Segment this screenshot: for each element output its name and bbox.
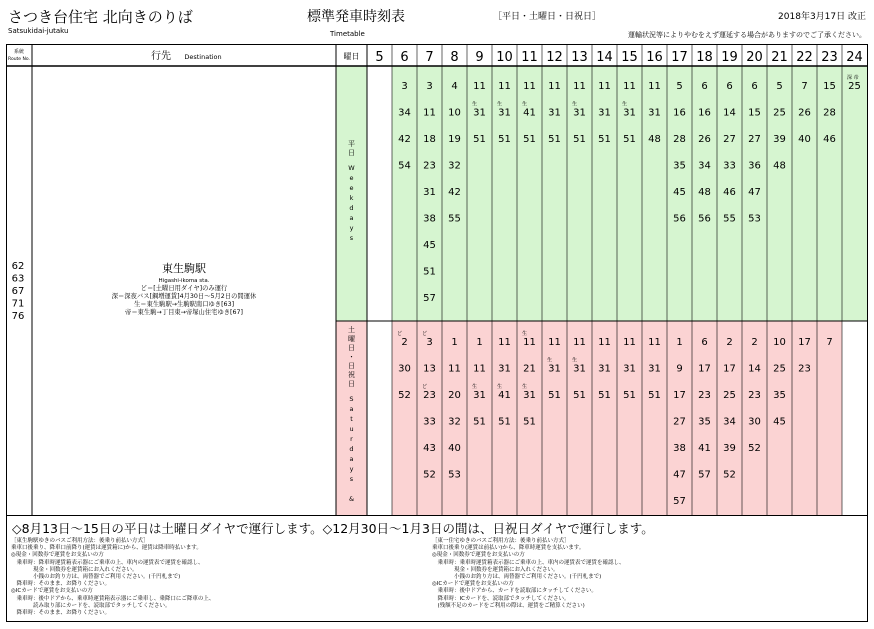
departure-minute: 52 — [423, 469, 436, 481]
hour-header: 7 — [425, 50, 434, 65]
holiday-cell-bg — [542, 321, 567, 516]
hour-header: 10 — [496, 50, 513, 65]
departure-minute: 11 — [573, 337, 586, 348]
departure-minute: 11 — [498, 81, 511, 92]
departure-minute: 51 — [473, 134, 486, 145]
departure-minute: 45 — [673, 187, 686, 198]
departure-minute: 51 — [548, 134, 561, 145]
departure-minute: 11 — [473, 81, 486, 92]
holiday-cell-bg — [642, 321, 667, 516]
departure-minute: 11 — [548, 81, 561, 92]
departure-minute: 28 — [673, 134, 686, 145]
departure-minute: 51 — [598, 390, 611, 401]
departure-minute: 27 — [748, 134, 761, 145]
departure-minute: 11 — [598, 337, 611, 348]
departure-minute: 31 — [573, 107, 586, 119]
departure-minute: 18 — [423, 134, 436, 145]
hour-header: 12 — [546, 50, 563, 65]
hour-header: 21 — [771, 50, 788, 65]
departure-minute: 34 — [723, 416, 736, 428]
departure-minute: 20 — [448, 390, 461, 401]
hour-header: 11 — [521, 50, 538, 65]
destination-name-en: Higashi-ikoma sta. — [158, 278, 210, 284]
holiday-label-char-en: y — [349, 465, 354, 473]
departure-minute: 51 — [548, 390, 561, 401]
holiday-cell-bg — [792, 321, 817, 516]
departure-mark: 生 — [472, 384, 478, 390]
departure-minute: 41 — [498, 390, 511, 401]
departure-minute: 39 — [723, 443, 736, 454]
departure-minute: 54 — [398, 160, 411, 172]
weekday-cell-bg — [492, 66, 517, 321]
destination-name: 東生駒駅 — [162, 262, 206, 275]
weekday-cell-bg — [467, 66, 492, 321]
weekday-label-char-en: e — [349, 174, 354, 182]
departure-minute: 26 — [798, 107, 811, 119]
weekday-label-char-en: d — [349, 204, 354, 212]
departure-mark: ど — [397, 331, 403, 337]
hour-header: 22 — [796, 50, 813, 65]
weekday-cell-bg — [392, 66, 417, 321]
departure-minute: 11 — [498, 337, 511, 348]
departure-minute: 31 — [423, 187, 436, 198]
hour-header: 20 — [746, 50, 763, 65]
weekday-label-char: 日 — [348, 149, 355, 157]
route-note: ど＝[土曜日用ダイヤ]のみ運行 — [140, 285, 228, 292]
departure-minute: 5 — [676, 81, 683, 92]
departure-minute: 51 — [423, 266, 436, 278]
weekday-label-char: 平 — [348, 140, 355, 148]
hour-header: 5 — [375, 50, 384, 65]
hour-header: 15 — [621, 50, 638, 65]
departure-minute: 33 — [423, 416, 436, 428]
route-note: 深＝深夜バス[鋼増運賃]4月30日～5月2日の間運休 — [111, 293, 257, 300]
fare-instructions-right: ［東一住宅ゆきのバスご利用方法：後乗り前払い方式］ 乗車口後乗り(運賃は前払い)から、降車時運賃を支払います。 ◎現金・回数券で運賃をお支払いの方 乗車時：乗車時運賃箱表示器にご乗車の上、車内の運賃表で運賃を確認し、 現金・回数券を運賃箱にお入れください。 小銭のお釣り方は、両替器でご利用ください。(千円札まで) ◎ICカードで運賃をお支払いの方 乗車時：後中ドアから、カードを読取部にタッチしてください。 降車時：ICカードを、読取部でタッチしてください。 (残額不足のカードをご利用の際は、運賃をご精算ください) — [432, 538, 625, 609]
departure-minute: 31 — [648, 363, 661, 375]
departure-minute: 17 — [673, 390, 686, 401]
hour-header: 18 — [696, 50, 713, 65]
holiday-cell-bg — [617, 321, 642, 516]
departure-minute: 21 — [523, 363, 536, 375]
departure-minute: 5 — [776, 81, 783, 92]
departure-minute: 11 — [548, 337, 561, 348]
weekday-label-char-en: e — [349, 184, 354, 192]
departure-minute: 41 — [523, 107, 536, 119]
hour-header: 17 — [671, 50, 688, 65]
weekday-label-char-en: y — [349, 224, 354, 232]
departure-minute: 51 — [573, 134, 586, 145]
departure-minute: 31 — [473, 390, 486, 401]
weekday-cell-bg — [567, 66, 592, 321]
stop-name-en: Satsukidai-jutaku — [8, 27, 69, 35]
holiday-label-char: 日 — [348, 344, 355, 352]
departure-minute: 42 — [448, 187, 461, 198]
holiday-label-char-en: s — [349, 475, 354, 483]
holiday-cell-bg — [592, 321, 617, 516]
departure-mark: 生 — [572, 101, 578, 108]
departure-minute: 55 — [723, 213, 736, 225]
destination-header-en: Destination — [184, 53, 222, 61]
weekday-label-char-en: W — [348, 164, 355, 172]
departure-minute: 17 — [698, 363, 711, 375]
holiday-cell-bg — [567, 321, 592, 516]
departure-minute: 28 — [823, 107, 836, 119]
departure-mark: 生 — [472, 101, 478, 108]
departure-minute: 41 — [698, 443, 711, 454]
departure-minute: 48 — [698, 187, 711, 198]
holiday-label-char: 祝 — [348, 371, 355, 379]
departure-minute: 11 — [648, 81, 661, 92]
holiday-label-char: ・ — [348, 353, 355, 361]
departure-mark: 生 — [622, 101, 628, 108]
departure-minute: 38 — [673, 443, 686, 454]
stop-name: さつき台住宅 北向きのりば — [8, 8, 193, 26]
departure-minute: 47 — [748, 187, 761, 198]
departure-minute: 31 — [598, 363, 611, 375]
departure-minute: 6 — [726, 81, 733, 92]
weekday-cell-bg — [817, 66, 842, 321]
hour-header: 9 — [475, 50, 484, 65]
departure-minute: 46 — [823, 134, 836, 145]
route-note: 帝＝東生駒→丁目東→帝塚山住宅ゆき[67] — [125, 309, 243, 316]
departure-minute: 35 — [773, 390, 786, 401]
route-number: 63 — [11, 273, 25, 285]
departure-minute: 10 — [773, 337, 786, 348]
departure-minute: 34 — [698, 160, 711, 172]
departure-minute: 11 — [473, 363, 486, 375]
departure-mark: 生 — [497, 384, 503, 390]
departure-minute: 31 — [498, 363, 511, 375]
departure-mark: 生 — [522, 331, 528, 337]
departure-minute: 26 — [698, 134, 711, 145]
departure-minute: 31 — [573, 363, 586, 375]
departure-minute: 13 — [423, 363, 436, 375]
hour-header: 14 — [596, 50, 613, 65]
hour-header: 24 — [846, 50, 863, 65]
footer-panel — [6, 516, 868, 622]
timetable-svg — [6, 44, 868, 516]
departure-minute: 19 — [448, 134, 461, 145]
departure-minute: 23 — [798, 363, 811, 375]
departure-minute: 11 — [623, 337, 636, 348]
departure-minute: 35 — [673, 160, 686, 172]
departure-minute: 25 — [723, 390, 736, 401]
route-number: 67 — [11, 286, 25, 297]
departure-minute: 31 — [498, 107, 511, 119]
departure-mark: 生 — [497, 101, 503, 108]
holiday-label-char-en: S — [349, 395, 354, 403]
weekday-cell-bg — [517, 66, 542, 321]
departure-minute: 2 — [401, 337, 408, 348]
departure-minute: 57 — [698, 469, 711, 481]
revision-date: 2018年3月17日 改正 — [778, 12, 866, 22]
weekday-cell-bg — [767, 66, 792, 321]
timetable-grid — [6, 44, 868, 516]
departure-minute: 34 — [398, 107, 411, 119]
weekday-cell-bg — [792, 66, 817, 321]
departure-minute: 40 — [448, 443, 461, 454]
departure-minute: 31 — [598, 107, 611, 119]
departure-mark: ど — [422, 384, 428, 390]
departure-minute: 7 — [801, 81, 808, 92]
departure-minute: 27 — [723, 134, 736, 145]
departure-minute: 15 — [748, 107, 761, 119]
departure-minute: 51 — [473, 416, 486, 428]
fare-instructions-left: ［東生駒駅ゆきのバスご利用方法：後乗り前払い方式］ 乗車口後乗り、降車口前降り(運賃は運賃箱に)から、運賃は降車時払います。 ◎現金・回数券で運賃をお支払いの方 乗車時：降車時運賃箱表示器にご乗車の上、車内の運賃表で運賃を確認し、 現金・回数券を運賃箱にお入れください。 小銭のお釣り方は、両替器でご利用ください。(千円札まで) 降車時：そのまま、お降りください。 ◎ICカードで運賃をお支払いの方 乗車時：後中ドアから、乗車時運賃箱表示器にご乗車し、乗降口にご降車の上、 読み取り部にカードを、読取部でタッチしてください。 降車時：そのまま、お降りください。 — [11, 538, 215, 617]
departure-minute: 57 — [673, 496, 686, 507]
departure-minute: 45 — [773, 416, 786, 428]
departure-minute: 1 — [676, 337, 683, 348]
departure-minute: 57 — [423, 293, 436, 304]
departure-minute: 31 — [473, 107, 486, 119]
departure-minute: 31 — [648, 107, 661, 119]
departure-minute: 51 — [623, 390, 636, 401]
hour-header: 23 — [821, 50, 838, 65]
departure-minute: 6 — [751, 81, 758, 92]
holiday-label-char-en: t — [350, 415, 353, 423]
holiday-label-char-en: r — [350, 435, 353, 443]
departure-minute: 25 — [773, 363, 786, 375]
departure-minute: 33 — [723, 160, 736, 172]
departure-minute: 11 — [648, 337, 661, 348]
departure-minute: 48 — [773, 160, 786, 172]
route-number: 76 — [11, 311, 25, 322]
departure-minute: 32 — [448, 160, 461, 172]
departure-minute: 14 — [748, 363, 761, 375]
departure-minute: 3 — [401, 81, 408, 92]
departure-minute: 55 — [448, 213, 461, 225]
departure-minute: 51 — [523, 134, 536, 145]
departure-minute: 51 — [648, 390, 661, 401]
route-note: 生＝東生駒駅→生駒駅南口ゆき[63] — [133, 301, 235, 308]
weekday-cell-bg — [842, 66, 867, 321]
departure-minute: 51 — [573, 390, 586, 401]
departure-mark: ど — [422, 331, 428, 337]
departure-minute: 35 — [698, 416, 711, 428]
departure-mark: 生 — [572, 357, 578, 364]
departure-minute: 17 — [723, 363, 736, 375]
holiday-label-char-en: u — [349, 425, 354, 433]
departure-minute: 2 — [726, 337, 733, 348]
hour-header: 13 — [571, 50, 588, 65]
holiday-label-char-en: d — [349, 445, 354, 453]
holiday-label-char-en: & — [348, 495, 355, 503]
holiday-label-char: 曜 — [348, 335, 355, 343]
departure-minute: 51 — [598, 134, 611, 145]
hour-header: 8 — [450, 50, 459, 65]
departure-minute: 31 — [548, 363, 561, 375]
hour-header: 19 — [721, 50, 738, 65]
departure-minute: 9 — [676, 363, 683, 375]
departure-minute: 32 — [448, 416, 461, 428]
route-number: 62 — [11, 261, 25, 272]
departure-minute: 11 — [573, 81, 586, 92]
weekday-cell-bg — [617, 66, 642, 321]
departure-minute: 56 — [698, 213, 711, 225]
departure-minute: 52 — [723, 469, 736, 481]
delay-notice: 運輸状況等によりやむをえず運延する場合がありますのでご了承ください。 — [628, 31, 866, 39]
departure-minute: 25 — [773, 107, 786, 119]
holiday-cell-bg — [817, 321, 842, 516]
hour-header: 6 — [400, 50, 409, 65]
departure-minute: 6 — [701, 81, 708, 92]
departure-minute: 14 — [723, 107, 736, 119]
hour-header: 16 — [646, 50, 663, 65]
route-no-header-en: Route No. — [8, 57, 30, 62]
departure-minute: 56 — [673, 213, 686, 225]
weekday-label-char-en: s — [349, 234, 354, 242]
departure-mark: 生 — [522, 384, 528, 390]
holiday-label-char-en: a — [349, 455, 354, 463]
departure-minute: 2 — [751, 337, 758, 348]
departure-minute: 53 — [448, 469, 461, 481]
departure-minute: 25 — [848, 81, 861, 92]
departure-minute: 1 — [451, 337, 458, 348]
departure-minute: 52 — [398, 390, 411, 401]
departure-minute: 31 — [548, 107, 561, 119]
departure-minute: 11 — [598, 81, 611, 92]
departure-mark: 深 帝 — [847, 75, 859, 81]
departure-mark: 生 — [522, 101, 528, 108]
holiday-schedule-notice: ◇8月13日～15日の平日は土曜日ダイヤで運行します。◇12月30日～1月3日の間は、日祝日ダイヤで運行します。 — [12, 521, 654, 536]
departure-minute: 31 — [623, 107, 636, 119]
departure-minute: 11 — [523, 81, 536, 92]
departure-minute: 23 — [423, 390, 436, 401]
departure-minute: 3 — [426, 337, 433, 348]
departure-minute: 17 — [798, 337, 811, 348]
route-no-header: 系統 — [13, 49, 25, 55]
route-number: 71 — [11, 298, 25, 310]
weekday-cell-bg — [642, 66, 667, 321]
weekday-label-char-en: a — [349, 214, 354, 222]
departure-minute: 31 — [623, 363, 636, 375]
departure-minute: 15 — [823, 81, 836, 92]
departure-minute: 11 — [623, 81, 636, 92]
departure-minute: 30 — [748, 416, 761, 428]
departure-minute: 27 — [673, 416, 686, 428]
departure-minute: 30 — [398, 363, 411, 375]
departure-minute: 48 — [648, 134, 661, 145]
weekday-cell-bg — [542, 66, 567, 321]
day-types-label: ［平日・土曜日・日祝日］ — [493, 12, 602, 22]
holiday-cell-bg — [392, 321, 417, 516]
departure-minute: 31 — [523, 390, 536, 401]
departure-minute: 3 — [426, 81, 433, 92]
departure-minute: 42 — [398, 134, 411, 145]
holiday-label-char: 土 — [348, 326, 355, 334]
departure-minute: 38 — [423, 213, 436, 225]
departure-mark: 生 — [547, 357, 553, 364]
departure-minute: 16 — [698, 107, 711, 119]
departure-minute: 47 — [673, 469, 686, 481]
departure-minute: 43 — [423, 443, 436, 454]
departure-minute: 53 — [748, 213, 761, 225]
departure-minute: 45 — [423, 240, 436, 251]
departure-minute: 51 — [498, 416, 511, 428]
departure-minute: 23 — [748, 390, 761, 401]
departure-minute: 46 — [723, 187, 736, 198]
departure-minute: 51 — [623, 134, 636, 145]
day-header: 曜日 — [343, 52, 360, 61]
departure-minute: 16 — [673, 107, 686, 119]
departure-minute: 11 — [448, 363, 461, 375]
departure-minute: 40 — [798, 134, 811, 145]
departure-minute: 6 — [701, 337, 708, 348]
weekday-label-char-en: k — [349, 194, 354, 202]
holiday-label-char: 日 — [348, 380, 355, 388]
departure-minute: 23 — [423, 160, 436, 172]
departure-minute: 4 — [451, 81, 458, 92]
departure-minute: 51 — [498, 134, 511, 145]
departure-minute: 23 — [698, 390, 711, 401]
page-title-en: Timetable — [330, 30, 365, 38]
departure-minute: 11 — [523, 337, 536, 348]
page-title: 標準発車時刻表 — [307, 9, 405, 25]
departure-minute: 51 — [523, 416, 536, 428]
holiday-label-char: 日 — [348, 362, 355, 370]
departure-minute: 1 — [476, 337, 483, 348]
departure-minute: 10 — [448, 107, 461, 119]
departure-minute: 11 — [423, 107, 436, 119]
holiday-label-char-en: a — [349, 405, 354, 413]
destination-header: 行先 — [151, 51, 171, 62]
departure-minute: 36 — [748, 160, 761, 172]
departure-minute: 52 — [748, 443, 761, 454]
departure-minute: 7 — [826, 337, 833, 348]
weekday-cell-bg — [592, 66, 617, 321]
departure-minute: 39 — [773, 134, 786, 145]
